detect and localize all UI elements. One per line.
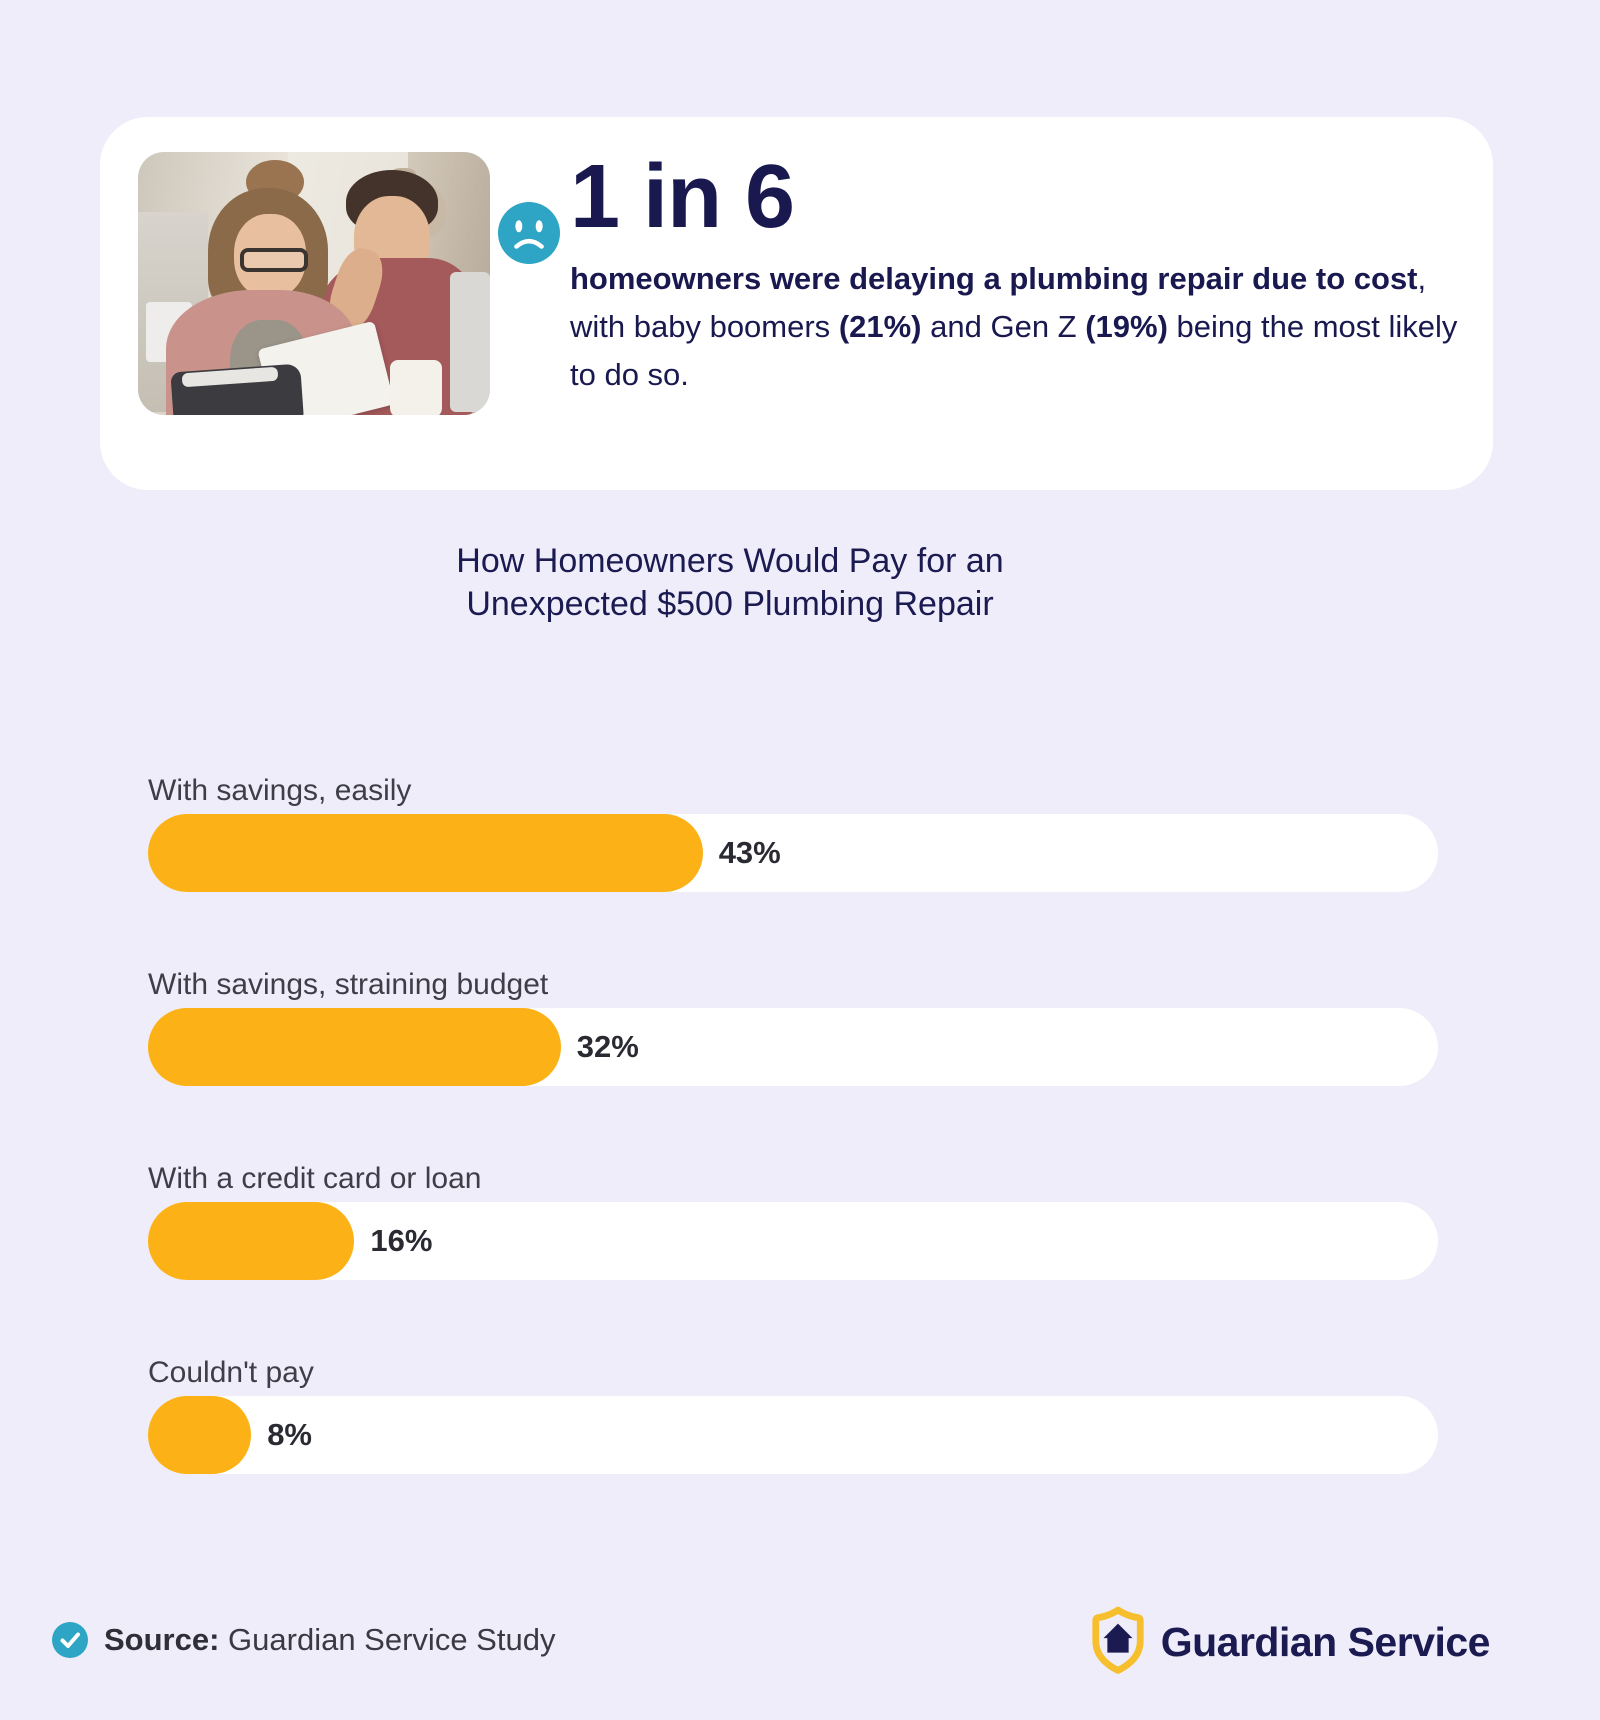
bar-row [148, 1350, 1438, 1474]
bar-value: 32% [576, 1029, 639, 1064]
chart-title-line1: How Homeowners Would Pay for an [456, 542, 1004, 580]
bar-label: Couldn't pay [148, 1356, 314, 1389]
source-study-name: Guardian Service Study [228, 1622, 556, 1657]
bar-row [148, 768, 1438, 892]
bar-row [148, 1156, 1438, 1280]
bar-label: With savings, easily [148, 774, 412, 807]
bar-track [148, 1396, 1438, 1474]
check-icon [52, 1622, 88, 1658]
couple-reviewing-bills-photo [138, 152, 490, 415]
bar-value: 16% [370, 1223, 433, 1258]
bar-fill [148, 814, 703, 892]
hero-card [100, 117, 1493, 490]
brand-logo [1089, 1606, 1490, 1678]
photo-woman-glasses [240, 248, 308, 272]
shield-house-icon [1089, 1605, 1147, 1680]
photo-mug [390, 360, 442, 415]
stat-headline: 1 in 6 [570, 147, 795, 247]
bar-fill [148, 1008, 561, 1086]
stat-description: homeowners were delaying a plumbing repair due to cost, with baby boomers (21%) and Gen Z (19%) being the most likely to do so. [570, 261, 1458, 392]
bar-chart [148, 768, 1438, 1544]
bar-track [148, 1202, 1438, 1280]
bar-track [148, 814, 1438, 892]
source-text [104, 1622, 555, 1658]
bar-fill [148, 1202, 354, 1280]
chart-title-line2: Unexpected $500 Plumbing Repair [466, 585, 994, 623]
photo-laptop [450, 272, 490, 412]
bar-track [148, 1008, 1438, 1086]
bar-value: 8% [267, 1417, 312, 1452]
bar-label: With a credit card or loan [148, 1162, 482, 1195]
bar-label: With savings, straining budget [148, 968, 549, 1001]
brand-name: Guardian Service [1160, 1618, 1490, 1665]
source-note [52, 1618, 555, 1662]
bar-row [148, 962, 1438, 1086]
source-label: Source: [104, 1622, 220, 1657]
chart-title [0, 540, 1460, 626]
sad-face-icon [498, 202, 560, 264]
bar-fill [148, 1396, 251, 1474]
bar-value: 43% [718, 835, 781, 870]
